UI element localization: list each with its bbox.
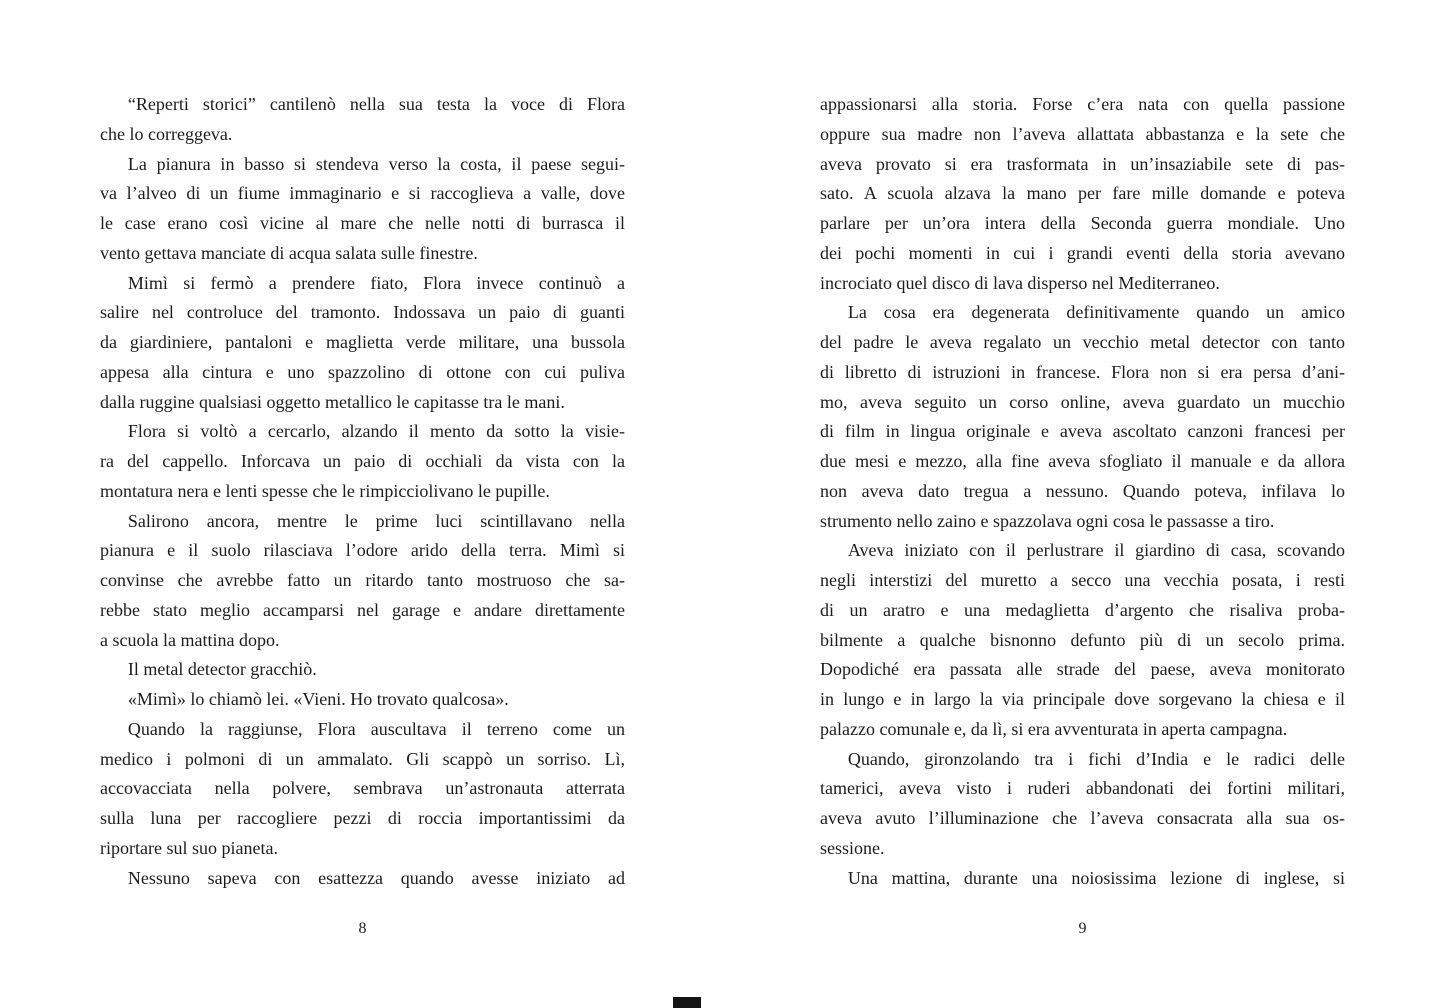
text-line: le case erano così vicine al mare che nelle notti di burrasca il: [100, 213, 625, 233]
text-line: dalla ruggine qualsiasi oggetto metallico le capitasse tra le mani.: [100, 391, 565, 412]
text-line: vento gettava manciate di acqua salata sulle finestre.: [100, 242, 478, 263]
paragraph: [100, 417, 625, 506]
text-line: tamerici, aveva visto i ruderi abbandonati dei fortini militari,: [820, 778, 1345, 799]
paragraph: [100, 269, 625, 418]
page-right: [820, 90, 1345, 939]
text-line: pianura e il suolo rilasciava l’odore arido della terra. Mimì si: [100, 540, 625, 561]
text-line: Salirono ancora, mentre le prime luci scintillavano nella: [127, 510, 625, 531]
text-line: La pianura in basso si stendeva verso la costa, il paese segui-: [127, 153, 625, 174]
page-number-left: 8: [358, 920, 367, 938]
text-line: Quando la raggiunse, Flora auscultava il terreno come un: [127, 718, 625, 739]
text-line: convinse che avrebbe fatto un ritardo tanto mostruoso che sa-: [100, 570, 625, 590]
text-line: due mesi e mezzo, alla fine aveva sfogliato il manuale e da allora: [820, 451, 1345, 471]
page-left: [100, 90, 625, 939]
text-line: oppure sua madre non l’aveva allattata abbastanza e la sete che: [820, 123, 1345, 144]
paragraph: [100, 864, 625, 894]
text-line: appesa alla cintura e uno spazzolino di ottone con cui puliva: [100, 361, 625, 382]
text-line: La cosa era degenerata definitivamente quando un amico: [847, 302, 1345, 323]
paragraph: [820, 298, 1345, 536]
text-line: montatura nera e lenti spesse che le rimpicciolivano le pupille.: [100, 480, 550, 501]
text-line: sato. A scuola alzava la mano per fare mille domande e poteva: [820, 183, 1345, 204]
text-line: dei pochi momenti in cui i grandi eventi della storia avevano: [820, 242, 1345, 263]
paragraph: [820, 90, 1345, 298]
page-number-right: 9: [1078, 920, 1087, 938]
page-turn-indicator: [673, 997, 701, 1008]
text-line: riportare sul suo pianeta.: [100, 837, 278, 858]
text-line: palazzo comunale e, da lì, si era avventurata in aperta campagna.: [820, 718, 1288, 739]
text-line: Dopodiché era passata alle strade del paese, aveva monitorato: [820, 659, 1345, 680]
text-line: a scuola la mattina dopo.: [100, 629, 280, 650]
text-line: “Reperti storici” cantilenò nella sua testa la voce di Flora: [127, 94, 625, 114]
text-line: che lo correggeva.: [100, 123, 233, 144]
paragraph: [100, 507, 625, 656]
text-line: di libretto di istruzioni in francese. Flora non si era persa d’ani-: [820, 361, 1345, 382]
text-line: Nessuno sapeva con esattezza quando avesse iniziato ad: [127, 867, 625, 888]
text-line: Il metal detector gracchiò.: [127, 659, 317, 680]
text-line: parlare per un’ora intera della Seconda guerra mondiale. Uno: [820, 213, 1345, 233]
text-line: bilmente a qualche bisnonno defunto più di un secolo prima.: [820, 629, 1345, 650]
paragraph: [820, 536, 1345, 744]
text-line: di film in lingua originale e aveva ascoltato canzoni francesi per: [820, 421, 1345, 442]
text-line: Aveva iniziato con il perlustrare il giardino di casa, scovando: [847, 540, 1345, 561]
page-right-text: [820, 90, 1345, 893]
text-line: Mimì si fermò a prendere fiato, Flora invece continuò a: [127, 272, 625, 293]
text-line: in lungo e in largo la via principale dove sorgevano la chiesa e il: [820, 689, 1345, 709]
text-line: appassionarsi alla storia. Forse c’era nata con quella passione: [820, 94, 1345, 114]
paragraph: [820, 864, 1345, 894]
paragraph: [100, 90, 625, 150]
text-line: negli interstizi del muretto a secco una vecchia posata, i resti: [820, 570, 1345, 590]
text-line: Flora si voltò a cercarlo, alzando il mento da sotto la visie-: [127, 421, 625, 442]
text-line: aveva avuto l’illuminazione che l’aveva consacrata alla sua os-: [820, 808, 1345, 828]
text-line: da giardiniere, pantaloni e maglietta verde militare, una bussola: [100, 332, 625, 352]
text-line: ra del cappello. Inforcava un paio di occhiali da vista con la: [100, 451, 625, 471]
text-line: Quando, gironzolando tra i fichi d’India e le radici delle: [847, 748, 1345, 769]
text-line: «Mimì» lo chiamò lei. «Vieni. Ho trovato qualcosa».: [127, 689, 509, 709]
text-line: rebbe stato meglio accamparsi nel garage e andare direttamente: [100, 599, 625, 620]
text-line: va l’alveo di un fiume immaginario e si raccoglieva a valle, dove: [100, 183, 625, 204]
text-line: Una mattina, durante una noiosissima lezione di inglese, si: [847, 867, 1345, 888]
text-line: strumento nello zaino e spazzolava ogni cosa le passasse a tiro.: [820, 510, 1275, 531]
paragraph: [100, 655, 625, 685]
text-line: mo, aveva seguito un corso online, aveva guardato un mucchio: [820, 391, 1345, 412]
paragraph: [100, 150, 625, 269]
text-line: incrociato quel disco di lava disperso nel Mediterraneo.: [820, 272, 1220, 293]
paragraph: [820, 745, 1345, 864]
text-line: sessione.: [820, 837, 885, 858]
text-line: sulla luna per raccogliere pezzi di roccia importantissimi da: [100, 808, 625, 828]
text-line: di un aratro e una medaglietta d’argento che risaliva proba-: [820, 599, 1345, 620]
text-line: aveva provato si era trasformata in un’insaziabile sete di pas-: [820, 153, 1345, 174]
text-line: del padre le aveva regalato un vecchio metal detector con tanto: [820, 332, 1345, 352]
paragraph: [100, 715, 625, 864]
text-line: accovacciata nella polvere, sembrava un’astronauta atterrata: [100, 778, 625, 799]
text-line: medico i polmoni di un ammalato. Gli scappò un sorriso. Lì,: [100, 748, 625, 769]
paragraph: [100, 685, 625, 715]
page-left-text: [100, 90, 625, 893]
text-line: salire nel controluce del tramonto. Indossava un paio di guanti: [100, 302, 625, 323]
text-line: non aveva dato tregua a nessuno. Quando poteva, infilava lo: [820, 480, 1345, 501]
